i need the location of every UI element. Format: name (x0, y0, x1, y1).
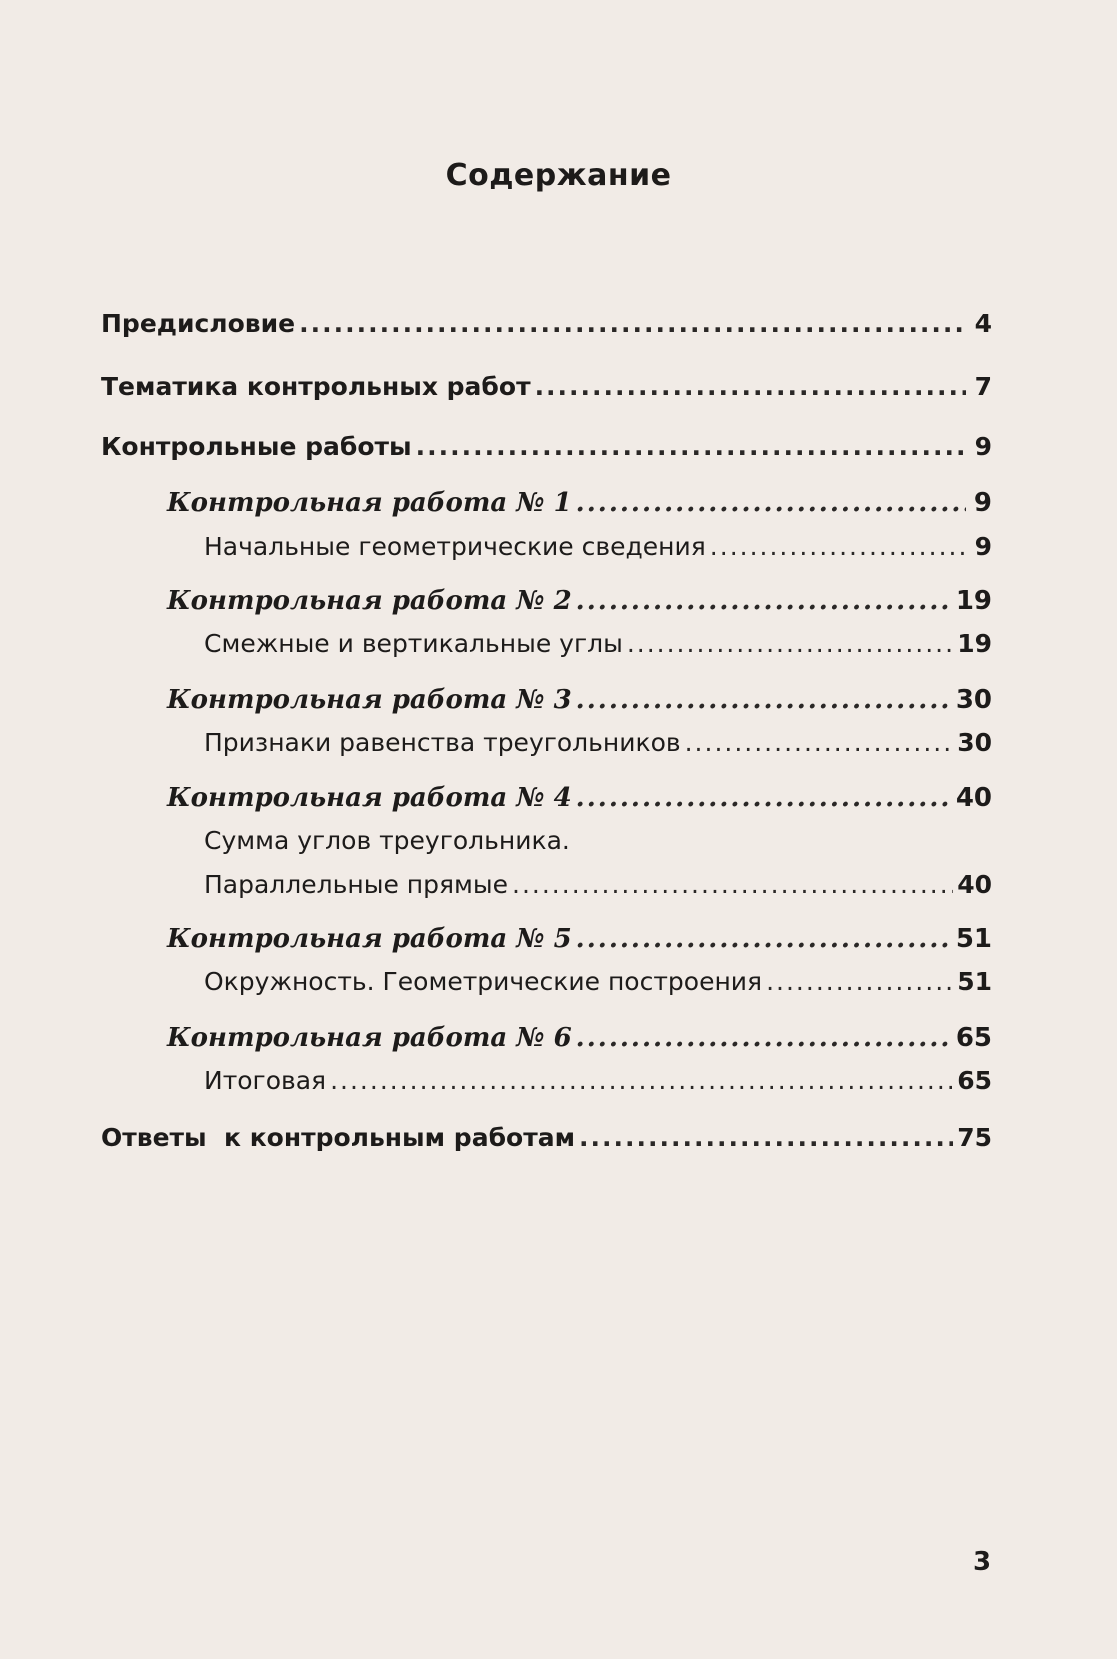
toc-page: 51 (955, 924, 992, 954)
toc-entry-test-4-topic-line1: Сумма углов треугольника. (204, 826, 570, 855)
toc-entry-test-3-topic (204, 726, 992, 760)
toc-leader-dots (627, 627, 953, 661)
toc-entry-tests (101, 430, 992, 464)
toc-label: Итоговая (204, 1066, 327, 1095)
toc-entry-test-6-topic (204, 1064, 992, 1098)
toc-page: 19 (957, 629, 992, 658)
toc-label: Тематика контрольных работ (101, 372, 531, 401)
toc-entry-topics (101, 370, 992, 404)
page-number: 3 (973, 1547, 992, 1577)
toc-entry-test-2-topic (204, 627, 992, 661)
toc-leader-dots (576, 781, 952, 815)
toc-leader-dots (299, 307, 966, 341)
toc-page: 9 (973, 488, 992, 518)
toc-leader-dots (330, 1064, 953, 1098)
toc-page: 7 (974, 372, 992, 401)
toc-page: 4 (974, 309, 992, 338)
toc-page: 75 (957, 1123, 992, 1152)
toc-page: 40 (955, 783, 992, 813)
toc-leader-dots (416, 430, 966, 464)
toc-label: Ответы к контрольным работам (101, 1123, 575, 1152)
toc-label: Контрольная работа № 2 (167, 586, 572, 616)
toc-leader-dots (576, 584, 952, 618)
toc-label: Контрольные работы (101, 432, 412, 461)
toc-page: 30 (955, 685, 992, 715)
toc-label: Параллельные прямые (204, 870, 509, 899)
toc-leader-dots (512, 868, 953, 902)
toc-entry-preface (101, 307, 992, 341)
toc-label: Контрольная работа № 5 (167, 924, 572, 954)
toc-leader-dots (710, 530, 966, 564)
toc-page: 65 (957, 1066, 992, 1095)
toc-page: 9 (974, 532, 992, 561)
toc-leader-dots (576, 1021, 952, 1055)
toc-label: Контрольная работа № 6 (167, 1023, 572, 1053)
toc-label: Начальные геометрические сведения (204, 532, 706, 561)
toc-label: Признаки равенства треугольников (204, 728, 681, 757)
toc-page: 9 (974, 432, 992, 461)
toc-entry-test-4-topic-line2 (204, 868, 992, 902)
toc-leader-dots (766, 965, 953, 999)
toc-entry-answers (101, 1121, 992, 1155)
toc-label: Смежные и вертикальные углы (204, 629, 623, 658)
toc-leader-dots (576, 486, 966, 520)
toc-leader-dots (535, 370, 966, 404)
toc-label: Контрольная работа № 4 (167, 783, 572, 813)
toc-leader-dots (576, 683, 952, 717)
toc-leader-dots (576, 922, 952, 956)
toc-entry-test-5 (167, 922, 992, 956)
toc-entry-test-1 (167, 486, 992, 520)
toc-entry-test-6 (167, 1021, 992, 1055)
toc-leader-dots (685, 726, 954, 760)
toc-page: 51 (957, 967, 992, 996)
toc-page: 65 (955, 1023, 992, 1053)
toc-entry-test-4 (167, 781, 992, 815)
toc-label: Контрольная работа № 3 (167, 685, 572, 715)
toc-label: Окружность. Геометрические построения (204, 967, 763, 996)
toc-page: 19 (955, 586, 992, 616)
toc-page: 30 (957, 728, 992, 757)
toc-entry-test-5-topic (204, 965, 992, 999)
toc-leader-dots (579, 1121, 953, 1155)
page-title: Содержание (445, 158, 672, 193)
toc-page: 40 (957, 870, 992, 899)
toc-entry-test-3 (167, 683, 992, 717)
toc-entry-test-1-topic (204, 530, 992, 564)
toc-entry-test-2 (167, 584, 992, 618)
toc-label: Контрольная работа № 1 (167, 488, 572, 518)
toc-label: Предисловие (101, 309, 296, 338)
